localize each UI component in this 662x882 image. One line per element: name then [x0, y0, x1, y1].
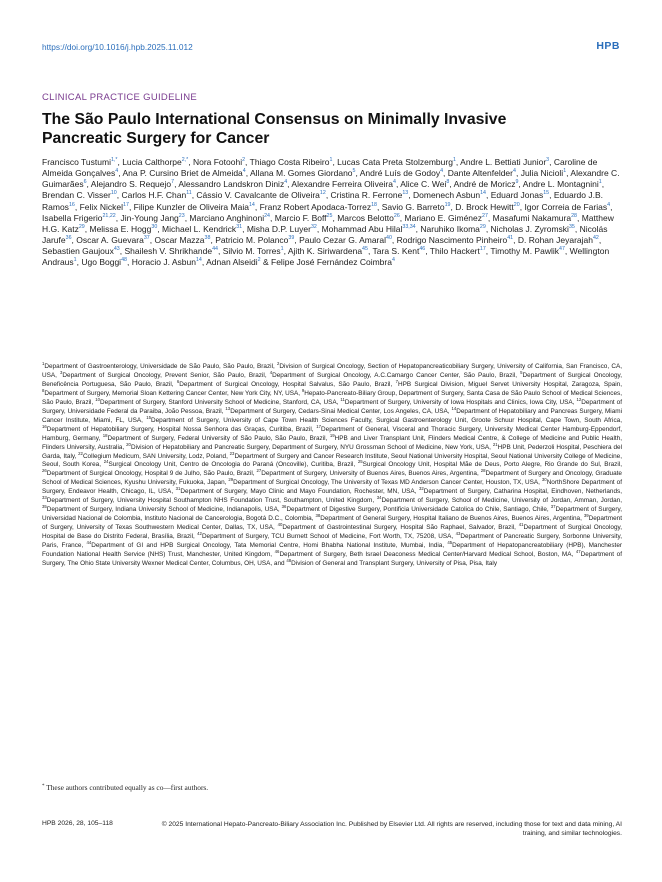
author-name: Marcio F. Boff — [274, 212, 327, 223]
author — [400, 179, 449, 189]
author — [337, 157, 456, 167]
author-name: Allana M. Gomes Giordano — [250, 168, 353, 179]
author-name: Nicholas J. Zyromski — [490, 223, 569, 234]
author-name: Thiago Costa Ribeiro — [249, 157, 330, 167]
author-name: Melissa E. Hogg — [89, 223, 152, 234]
author — [490, 246, 565, 256]
author — [215, 235, 294, 245]
author — [121, 190, 191, 200]
affiliation-number: 20 — [126, 441, 131, 447]
author — [42, 213, 116, 223]
footnote-text: These authors contributed equally as co—first authors. — [46, 783, 209, 792]
author-name: Alejandro S. Requejo — [90, 179, 172, 190]
author — [206, 257, 260, 267]
author-affiliation-ref[interactable]: 14 — [480, 190, 487, 197]
affiliation-text: Division of Surgical Oncology, Section of Hepatopancreaticobiliary Surgery, University of California, San Francisco, CA, USA, — [42, 363, 622, 379]
affiliation-number: 2 — [277, 361, 280, 366]
author — [288, 246, 368, 256]
affiliation-text: Department of Surgical Oncology, Hospital de Base do Distrito Federal, Brasília, Brazil, — [42, 524, 623, 541]
author-affiliation-ref[interactable]: 1 — [452, 157, 456, 163]
author — [524, 202, 610, 212]
author-affiliation-ref[interactable]: 27 — [482, 212, 488, 219]
author-affiliation-ref[interactable]: 8 — [446, 179, 450, 186]
affiliation-number: 3 — [60, 369, 63, 375]
author-name: Felix Nickel — [79, 201, 124, 212]
author — [521, 168, 566, 178]
author-name: Cássio V. Cavalcante de Oliveira — [196, 190, 320, 201]
affiliation-text: Department of Surgical Oncology, The University of Texas MD Anderson Cancer Center, Houston, TX, USA, — [233, 479, 542, 487]
author-affiliation-ref[interactable]: 17 — [479, 246, 486, 253]
author — [189, 213, 270, 223]
author-name: Mohammad Abu Hilal — [321, 223, 403, 234]
author — [382, 202, 451, 212]
author-affiliation-ref[interactable]: 7 — [171, 179, 175, 186]
affiliation-text: Department of Surgery, Mayo Clinic and Mayo Foundation, Rochester, MN, USA, — [180, 488, 419, 496]
affiliation-text: Department of Surgery, Universidade Federal da Paraiba, João Pessoa, Brazil, — [42, 398, 622, 415]
affiliation-number: 37 — [550, 504, 556, 510]
author — [405, 213, 488, 223]
affiliation-text: Department of Surgery and Oncology, Graduate School of Medical Sciences, Kyushu University, Fukuoka, Japan, — [42, 470, 622, 487]
author-name: Filipe Kunzler de Oliveira Maia — [133, 201, 249, 212]
author-name: Felipe José Fernández Coimbra — [271, 257, 392, 268]
author-name: Ugo Boggi — [81, 257, 122, 268]
affiliation-number: 25 — [357, 459, 363, 465]
affiliation-text: Department of Surgical Oncology, A.C.Camargo Cancer Center, São Paulo, Brazil, — [272, 371, 521, 379]
author-affiliation-ref[interactable]: 20 — [513, 201, 520, 208]
author-affiliation-ref[interactable]: 1 — [598, 179, 602, 186]
author-affiliation-ref[interactable]: 14 — [195, 257, 202, 264]
author-name: Dante Altenfelder — [447, 168, 513, 179]
author-name: Michael L. Kendrick — [162, 223, 237, 234]
author-name: Alessandro Landskron Diniz — [178, 179, 285, 190]
affiliation-number: 36 — [281, 504, 287, 510]
author-name: Isabella Frigerio — [42, 212, 103, 223]
affiliation-text: Department of Surgery, Stanford University School of Medicine, Stanford, CA, USA, — [100, 398, 341, 406]
author-name: Oscar Mazza — [154, 235, 205, 246]
copyright: © 2025 International Hepato-Pancreato-Biliary Association Inc. Published by Elsevier Ltd. All rights are reserved, including those for text and data mining, AI training, and similar technologies. — [161, 821, 622, 837]
author — [122, 168, 245, 178]
affiliation-text: Department of Hepatopancreatobiliary (HPB), Manchester Foundation National Health Service (NHS) Trust, Manchester, United Kingdom, — [42, 542, 622, 559]
author-affiliation-ref[interactable]: 19 — [444, 201, 451, 208]
author-name: Rodrigo Nascimento Pinheiro — [396, 235, 508, 246]
author-name: Shailesh V. Shrikhande — [124, 246, 213, 257]
affiliation-number: 10 — [95, 396, 101, 402]
affiliation-number: 48 — [286, 557, 292, 563]
affiliation-text: Department of Surgery, TCU Burnett School of Medicine, Fort Worth, TX, 75208, USA, — [201, 533, 456, 541]
affiliation-text: Department of Surgery and Cancer Research Institute, Seoul National University Hospital, Seoul National University College of Medicine, Seoul, South Korea, — [42, 452, 622, 469]
affiliation-number: 4 — [269, 369, 273, 375]
author-affiliation-ref[interactable]: 1 — [280, 246, 284, 253]
affiliation-text: HPB Unit, Pederzoli Hospital, Peschiera del Garda, Italy, — [42, 443, 622, 460]
author-affiliation-ref[interactable]: 29 — [479, 223, 486, 230]
affiliation-text: Department of Surgery, The Ohio State University Wexner Medical Center, Columbus, OH, USA, and — [42, 551, 622, 567]
affiliation-text: Department of Surgery, University Hospital Southampton NHS Foundation Trust, Southampton, United Kingdom, — [46, 497, 377, 505]
author-affiliation-ref[interactable]: 38 — [204, 235, 211, 242]
author-affiliation-ref[interactable]: 29 — [78, 223, 85, 230]
author — [42, 190, 117, 200]
author — [193, 157, 245, 167]
affiliation-number: 47 — [575, 549, 581, 555]
affiliation-number: 41 — [518, 522, 524, 528]
affiliation-number: 5 — [520, 369, 523, 375]
affiliation-number: 11 — [340, 396, 345, 402]
affiliation-number: 22 — [78, 450, 83, 456]
author — [322, 224, 416, 234]
citation: HPB 2026, 28, 105–118 — [42, 820, 113, 827]
author — [397, 235, 513, 245]
author-name: Lucia Calthorpe — [122, 157, 182, 167]
affiliation-number: 8 — [42, 387, 45, 393]
author-affiliation-ref[interactable]: 11 — [186, 190, 192, 197]
affiliation-number: 32 — [418, 486, 424, 492]
author-name: Matthew H.G. Katz — [42, 212, 614, 234]
affiliation-number: 12 — [576, 396, 582, 402]
author-affiliation-ref[interactable]: 44 — [212, 246, 218, 253]
author-affiliation-ref[interactable]: 1,* — [110, 157, 118, 163]
affiliation-number: 44 — [86, 540, 92, 546]
affiliation-number: 40 — [277, 522, 283, 528]
author-name: Masafumi Nakamura — [492, 212, 572, 223]
affiliation-number: 19 — [329, 432, 335, 438]
affiliation-text: Department of Pancreatic Surgery, Sorbonne University, Paris, France, — [42, 533, 622, 550]
author-affiliation-ref[interactable]: 40 — [386, 235, 392, 242]
author — [42, 246, 120, 256]
author-affiliation-ref[interactable]: 4 — [391, 257, 395, 264]
affiliation-number: 35 — [42, 504, 47, 510]
affiliation-text: Department of Surgery, Catharina Hospital, Eindhoven, Netherlands, — [423, 488, 622, 496]
author-name: Savio G. Barreto — [381, 201, 445, 212]
author-name: Nora Fotoohi — [192, 157, 243, 167]
author — [91, 179, 174, 189]
affiliations — [42, 363, 622, 569]
author-name: Timothy M. Pawlik — [490, 246, 559, 257]
author-name: André Luís de Godoy — [359, 168, 441, 179]
affiliation-number: 43 — [455, 531, 461, 537]
author — [250, 157, 333, 167]
affiliation-text: Department of Hepatobiliary and Pancreas Surgery, Miami Cancer Institute, Miami, FL, USA, — [42, 407, 622, 424]
affiliation-number: 15 — [146, 414, 151, 420]
affiliation-text: Department of Gastrointestinal Surgery, Hospital São Raphael, Salvador, Brazil, — [282, 524, 519, 532]
author-affiliation-ref[interactable]: 26 — [393, 212, 400, 219]
author-affiliation-ref[interactable]: 37 — [143, 235, 150, 242]
author-list: Francisco Tustumi$^{1,*}$, Lucia Calthorpe$^{2,*}$, Nora Fotoohi$^2$, Thiago Costa Ribeiro$^1$, Lucas Cata Preta Stolzemburg$^1$, Andre L. Bettiati Junior$^3$, Caroline de Almeida Gonçalves$^4$, Ana P. Cursino Briet de Almeida$^4$, Allana M. Gomes Giordano$^5$, André Luís de Godoy$^4$, Dante Altenfelder$^4$, Julia Nicioli$^1$, Alexandre C. Guimarães$^6$, Alejandro S. Requejo$^7$, Alessandro Landskron Diniz$^4$, Alexandre Ferreira Oliveira$^4$, Alice C. Wei$^8$, André de Moricz$^9$, Andre L. Montagnini$^1$, Brendan C. Visser$^{10}$, Carlos H.F. Chan$^{11}$, Cássio V. Cavalcante de Oliveira$^{12}$, Cristina R. Ferrone$^{13}$, Domenech Asbun$^{14}$, Eduard Jonas$^{15}$, Eduardo J.B. Ramos$^{16}$, Felix Nickel$^{17}$, Filipe Kunzler de Oliveira Maia$^{14}$, Franz Robert Apodaca-Torrez$^{18}$, Savio G. Barreto$^{19}$, D. Brock Hewitt$^{20}$, Igor Correia de Farias$^4$, Isabella Frigerio$^{21,22}$, Jin-Young Jang$^{23}$, Marciano Anghinoni$^{24}$, Marcio F. Boff$^{25}$, Marcos Belotto$^{26}$, Mariano E. Giménez$^{27}$, Masafumi Nakamura$^{28}$, Matthew H.G. Katz$^{29}$, Melissa E. Hogg$^{30}$, Michael L. Kendrick$^{31}$, Misha D.P. Luyer$^{32}$, Mohammad Abu Hilal$^{33,34}$, Naruhiko Ikoma$^{29}$, Nicholas J. Zyromski$^{35}$, Nicolás Jarufe$^{36}$, Oscar A. Guevara$^{37}$, Oscar Mazza$^{38}$, Patricio M. Polanco$^{39}$, Paulo Cezar G. Amaral$^{40}$, Rodrigo Nascimento Pinheiro$^{41}$, D. Rohan Jeyarajah$^{42}$, Sebastien Gaujoux$^{43}$, Shailesh V. Shrikhande$^{44}$, Silvio M. Torres$^1$, Ajith K. Siriwardena$^{45}$, Tara S. Kent$^{46}$, Thilo Hackert$^{17}$, Timothy M. Pawlik$^{47}$, Wellington Andraus$^1$, Ugo Boggi$^{48}$, Horacio J. Asbun$^{14}$, Adnan Alseidi$^2$ & Felipe José Fernández Coimbra$^4$ — [42, 157, 620, 268]
author — [260, 202, 377, 212]
affiliation-text: Department of Digestive Surgery, Pontificia Universidade Catolica do Chile, Santiago, Chile, — [286, 506, 551, 514]
affiliation-number: 18 — [102, 432, 108, 438]
affiliation-text: Department of Surgery, Federal University of São Paulo, São Paulo, Brazil, — [107, 434, 330, 442]
footnote-mark: * — [42, 784, 45, 789]
affiliation-text: Department of Surgical Oncology, Hospital 9 de Julho, São Paulo, Brazil, — [46, 470, 257, 478]
author-affiliation-ref[interactable]: 43 — [113, 246, 120, 253]
affiliation-number: 33 — [42, 495, 47, 501]
author-name: Naruhiko Ikoma — [420, 223, 480, 234]
author — [291, 179, 396, 189]
author-affiliation-ref[interactable]: 4 — [607, 201, 611, 208]
author — [299, 235, 392, 245]
author-affiliation-ref[interactable]: 4 — [393, 179, 396, 186]
author-name: Alice C. Wei — [400, 179, 447, 190]
author — [331, 190, 409, 200]
author — [337, 213, 400, 223]
author-affiliation-ref[interactable]: 4 — [115, 168, 119, 175]
affiliation-text: Department of GI and HPB Surgical Oncology, Tata Memorial Centre, Homi Bhabha National Institute, Mumbai, India, — [91, 542, 448, 550]
affiliation-number: 38 — [315, 513, 321, 519]
author-name: Alexandre C. Guimarães — [42, 168, 620, 190]
author-name: Silvio M. Torres — [222, 246, 281, 257]
author — [247, 224, 317, 234]
author-affiliation-ref[interactable]: 48 — [121, 257, 127, 264]
affiliation-number: 1 — [42, 361, 45, 366]
section-label: CLINICAL PRACTICE GUIDELINE — [42, 92, 198, 103]
affiliation-number: 17 — [316, 423, 322, 429]
affiliation-text: Department of Surgery, Universidad Nacional de Colombia, Instituto Nacional de Cancerologia, Bogotá D.C., Colombia, — [42, 506, 622, 523]
author-name: Andre L. Montagnini — [522, 179, 599, 190]
affiliation-number: 27 — [256, 468, 262, 474]
author-name: Ana P. Cursino Briet de Almeida — [122, 168, 243, 179]
author-name: Wellington Andraus — [42, 246, 610, 268]
author — [89, 224, 157, 234]
affiliation-number: 14 — [451, 405, 457, 411]
author-name: Patricio M. Polanco — [215, 235, 289, 246]
author — [491, 190, 549, 200]
author — [250, 168, 355, 178]
affiliation-number: 6 — [176, 378, 180, 384]
author-affiliation-ref[interactable]: 12 — [319, 190, 326, 197]
affiliation-text: HPB and Liver Transplant Unit, Flinders Medical Centre, & College of Medicine and Public Health, Flinders University, Australia, — [42, 434, 622, 451]
author-name: Jin-Young Jang — [120, 212, 179, 223]
affiliation-number: 29 — [228, 477, 234, 483]
author — [491, 224, 575, 234]
author-name: Alexandre Ferreira Oliveira — [291, 179, 393, 190]
affiliation-text: NorthShore Department of Surgery, Endeavor Health, Chicago, IL, USA, — [42, 479, 622, 496]
author-name: Brendan C. Visser — [42, 190, 111, 201]
author-affiliation-ref[interactable]: 14 — [248, 201, 255, 208]
author — [373, 246, 426, 256]
affiliation-text: Department of General, Visceral and Thoracic Surgery, University Medical Center Hamburg-Eppendorf, Hamburg, Germany, — [42, 425, 622, 442]
affiliation-number: 28 — [480, 468, 486, 474]
affiliation-text: Collegium Medicum, SAN University, Lodz, Poland, — [82, 452, 230, 460]
affiliation-text: Department of Surgical Oncology, Hospital Salvalus, São Paulo, Brazil, — [179, 380, 396, 388]
author — [420, 224, 485, 234]
author-name: Misha D.P. Luyer — [246, 223, 311, 234]
author-affiliation-ref[interactable]: 28 — [571, 212, 577, 219]
author-affiliation-ref[interactable]: 4 — [513, 168, 516, 175]
author-name: D. Rohan Jeyarajah — [517, 235, 593, 246]
author-name: Igor Correia de Farias — [524, 201, 608, 212]
author-affiliation-ref[interactable]: 10 — [110, 190, 117, 197]
author-affiliation-ref[interactable]: 35 — [568, 223, 575, 230]
affiliation-text: Surgical Oncology Unit, Centro de Oncologia do Paraná (Oncoville), Curitiba, Brazil, — [108, 461, 358, 469]
author-name: Ajith K. Siriwardena — [287, 246, 363, 257]
author — [430, 246, 486, 256]
affiliation-number: 42 — [197, 531, 202, 537]
author — [178, 179, 287, 189]
author-affiliation-ref[interactable]: 13 — [402, 190, 409, 197]
author-name: Domenech Asbun — [413, 190, 481, 201]
affiliation-number: 16 — [42, 423, 47, 429]
author-name: Eduard Jonas — [490, 190, 544, 201]
affiliation-text: Department of Surgical Oncology, Beneficência Portuguesa, São Paulo, Brazil, — [42, 371, 622, 388]
author-affiliation-ref[interactable]: 45 — [362, 246, 368, 253]
author-affiliation-ref[interactable]: 41 — [507, 235, 514, 242]
author-affiliation-ref[interactable]: 46 — [419, 246, 426, 253]
author-name: Marcos Belotto — [337, 212, 394, 223]
author-affiliation-ref[interactable]: 1 — [73, 257, 77, 264]
affiliation-text: Department of Surgery, Beth Israel Deaconess Medical Center/Harvard Medical School, Boston, MA, — [279, 551, 576, 559]
author — [122, 157, 188, 167]
author-affiliation-ref[interactable]: 2 — [242, 157, 246, 163]
affiliation-number: 46 — [274, 549, 280, 555]
author-name: Cristina R. Ferrone — [330, 190, 403, 201]
author — [196, 190, 325, 200]
author-affiliation-ref[interactable]: 25 — [326, 212, 333, 219]
article-title: The São Paulo International Consensus on Minimally Invasive Pancreatic Surgery for Cancer — [42, 111, 507, 147]
author-affiliation-ref[interactable]: 42 — [592, 235, 599, 242]
author-affiliation-ref[interactable]: 21,22 — [102, 212, 116, 219]
author — [454, 179, 519, 189]
author-affiliation-ref[interactable]: 2 — [257, 257, 261, 264]
author-name: Horacio J. Asbun — [131, 257, 196, 268]
author-name: Tara S. Kent — [372, 246, 420, 257]
affiliation-text: Division of General and Transplant Surgery, University of Pisa, Pisa, Italy — [291, 559, 498, 567]
affiliation-text: HPB Surgical Division, Miguel Servet University Hospital, Zaragoza, Spain, — [397, 380, 622, 388]
author — [120, 213, 184, 223]
author — [80, 202, 129, 212]
author-affiliation-ref[interactable]: 4 — [284, 179, 288, 186]
author-affiliation-ref[interactable]: 16 — [68, 201, 75, 208]
author-name: Franz Robert Apodaca-Torrez — [259, 201, 372, 212]
affiliation-number: 30 — [541, 477, 547, 483]
author-name: D. Brock Hewitt — [455, 201, 514, 212]
affiliation-number: 26 — [42, 468, 47, 474]
author-name: Sebastien Gaujoux — [42, 246, 114, 257]
author — [413, 190, 486, 200]
author — [523, 179, 602, 189]
author — [42, 157, 117, 167]
author-affiliation-ref[interactable]: 15 — [543, 190, 550, 197]
affiliation-number: 24 — [103, 459, 109, 465]
affiliation-number: 34 — [376, 495, 382, 501]
affiliation-text: Hepato-Pancreato-Biliary Group, Department of Surgery, Santa Casa de São Paulo School of Medical Sciences, São Paulo, Brazil, — [42, 389, 623, 406]
affiliation-number: 21 — [492, 441, 498, 447]
affiliation-number: 9 — [301, 387, 305, 393]
author-name: Paulo Cezar G. Amaral — [299, 235, 386, 246]
author-affiliation-ref[interactable]: 24 — [264, 212, 270, 219]
footnote — [42, 783, 622, 792]
author-affiliation-ref[interactable]: 4 — [242, 168, 246, 175]
author — [124, 246, 218, 256]
author-affiliation-ref[interactable]: 1 — [329, 157, 333, 163]
affiliation-text: Department of Surgical Oncology, Prevent Senior, São Paulo, Brazil, — [62, 371, 270, 379]
affiliation-text: Department of Surgery, Memorial Sloan Kettering Cancer Center, New York City, NY, USA, — [44, 389, 302, 397]
author-affiliation-ref[interactable]: 2,* — [181, 157, 189, 163]
author-name: Andre L. Bettiati Junior — [460, 157, 547, 167]
author-affiliation-ref[interactable]: 23 — [178, 212, 185, 219]
affiliation-text: Department of Surgery, University of Texas Southwestern Medical Center, Dallas, TX, USA, — [42, 515, 622, 532]
author — [275, 213, 333, 223]
author — [132, 257, 202, 267]
author-name: Lucas Cata Preta Stolzemburg — [337, 157, 453, 167]
affiliation-number: 7 — [395, 378, 398, 384]
author-affiliation-ref[interactable]: 30 — [151, 223, 158, 230]
author-affiliation-ref[interactable]: 3 — [546, 157, 550, 163]
author — [81, 257, 127, 267]
author — [76, 235, 149, 245]
affiliation-number: 23 — [229, 450, 235, 456]
author-name: Eduardo J.B. Ramos — [42, 190, 603, 212]
author — [455, 202, 519, 212]
affiliation-text: Department of Surgery, University of Iowa Hospitals and Clinics, Iowa City, USA, — [344, 398, 577, 406]
affiliation-number: 39 — [583, 513, 589, 519]
journal-logo: HPB — [596, 40, 620, 52]
author-affiliation-ref[interactable]: 5 — [352, 168, 356, 175]
author-affiliation-ref[interactable]: 6 — [83, 179, 87, 186]
author-affiliation-ref[interactable]: 36 — [65, 235, 72, 242]
author-name: Mariano E. Giménez — [404, 212, 483, 223]
author — [460, 157, 549, 167]
affiliation-text: Department of Surgery, University of Cape Town Health Sciences Faculty, Surgical Gastroenterology Unit, Groote Schuur Hospital, Cape Town, South Africa, — [151, 416, 623, 424]
affiliation-text: Department of Gastroenterology, Universidade de São Paulo, São Paulo, Brazil, — [44, 363, 278, 370]
author-name: Marciano Anghinoni — [189, 212, 265, 223]
author-affiliation-ref[interactable]: 1 — [563, 168, 567, 175]
author — [223, 246, 284, 256]
affiliation-text: Department of Surgery, University of Buenos Aires, Buenos Aires, Argentina, — [261, 470, 481, 478]
author-name: Carlos H.F. Chan — [121, 190, 187, 201]
affiliation-text: Division of Hepatobiliary and Pancreatic Surgery, Department of Surgery, NYU Grossman School of Medicine, New York, USA, — [130, 443, 493, 451]
author-affiliation-ref[interactable]: 31 — [236, 223, 243, 230]
affiliation-text: Department of Hepatobiliary Surgery, Hospital Nossa Senhora das Graças, Curitiba, Brazil, — [46, 425, 317, 433]
affiliation-number: 31 — [175, 486, 181, 492]
affiliation-number: 13 — [225, 405, 231, 411]
author-name: Thilo Hackert — [429, 246, 480, 257]
affiliation-text: Department of Surgery, School of Medicine, University of Jordan, Amman, Jordan, — [381, 497, 622, 505]
author-name: Adnan Alseidi — [206, 257, 258, 268]
affiliation-text: Department of General Surgery, Hospital Italiano de Buenos Aires, Buenos Aires, Argentina, — [320, 515, 584, 523]
author — [271, 257, 395, 267]
author-name: Oscar A. Guevara — [76, 235, 144, 246]
author-affiliation-ref[interactable]: 33,34 — [402, 223, 416, 230]
author-name: Caroline de Almeida Gonçalves — [42, 157, 598, 179]
affiliation-text: Department of Surgery, Indiana University School of Medicine, Indianapolis, USA, — [46, 506, 282, 514]
author-name: André de Moricz — [453, 179, 516, 190]
author-name: Francisco Tustumi — [42, 157, 111, 167]
affiliation-text: Surgical Oncology Unit, Hospital Mãe de Deus, Porto Alegre, Rio Grande do Sul, Brazil, — [362, 461, 622, 469]
affiliation-number: 45 — [447, 540, 453, 546]
author — [518, 235, 599, 245]
author-name: Julia Nicioli — [520, 168, 564, 179]
author-affiliation-ref[interactable]: 18 — [371, 201, 377, 208]
author-affiliation-ref[interactable]: 32 — [310, 223, 317, 230]
author — [162, 224, 242, 234]
author — [154, 235, 210, 245]
affiliation-text: Department of Surgery, Cedars-Sinai Medical Center, Los Angeles, CA, USA, — [230, 407, 452, 415]
author-affiliation-ref[interactable]: 47 — [559, 246, 565, 253]
author-affiliation-ref[interactable]: 9 — [515, 179, 519, 186]
author-affiliation-ref[interactable]: 4 — [440, 168, 444, 175]
author — [134, 202, 255, 212]
author-affiliation-ref[interactable]: 39 — [288, 235, 295, 242]
author-affiliation-ref[interactable]: 17 — [123, 201, 129, 208]
author-name: Nicolás Jarufe — [42, 223, 608, 246]
author — [360, 168, 443, 178]
author — [493, 213, 577, 223]
doi-link[interactable]: https://doi.org/10.1016/j.hpb.2025.11.012 — [42, 42, 193, 52]
author — [448, 168, 516, 178]
